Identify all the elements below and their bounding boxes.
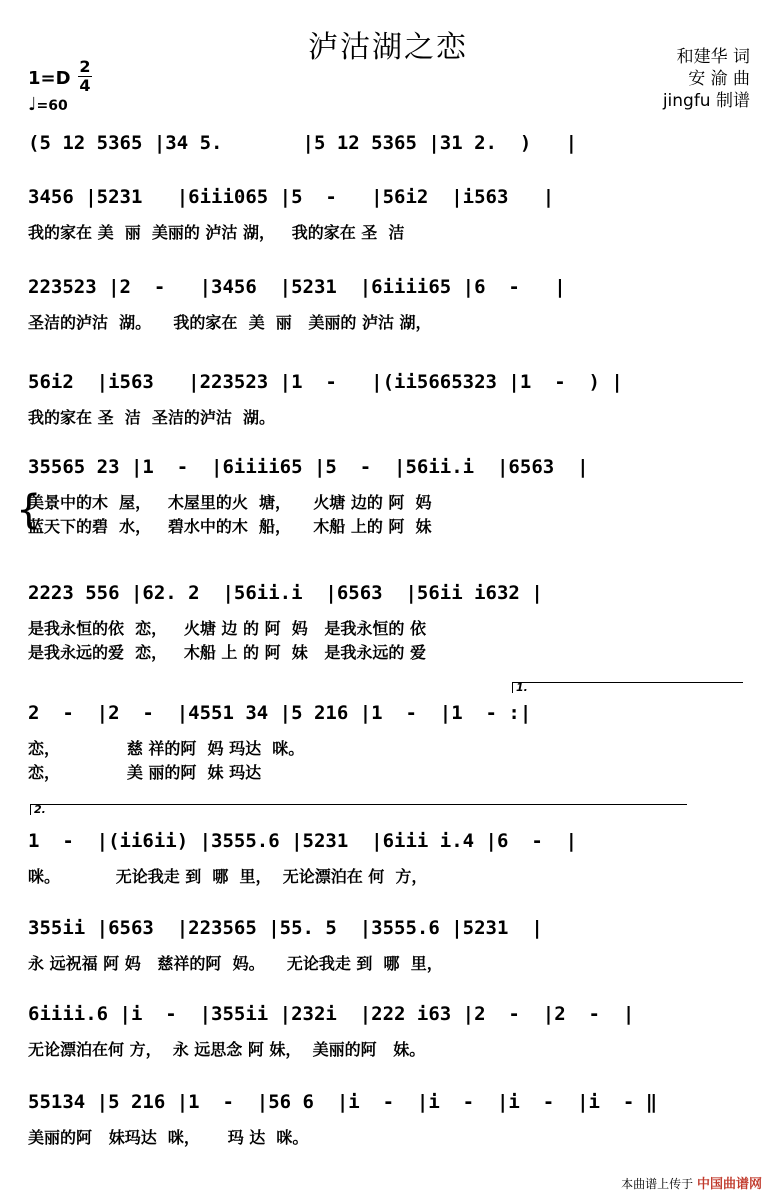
first-ending-bracket (512, 682, 743, 693)
notation-line: 355ii |6563 |223565 |55. 5 |3555.6 |5231 | (28, 917, 543, 939)
notation-line: 55134 |5 216 |1 - |56 6 |i - |i - |i - |i - ‖ (28, 1091, 658, 1113)
time-signature (78, 58, 92, 95)
notation-line: (5 12 5365 |34 5. |5 12 5365 |31 2. ) | (28, 132, 578, 154)
site-logo: 中国曲谱网 (696, 1177, 762, 1192)
lyric-line: 圣洁的泸沽 湖。 我的家在 美 丽 美丽的 泸沽 湖， (28, 313, 432, 332)
footer (621, 1173, 762, 1192)
second-ending-label: 2. (34, 803, 46, 816)
notation-line: 223523 |2 - |3456 |5231 |6iiii65 |6 - | (28, 276, 566, 298)
time-signature-top: 2 (79, 57, 91, 76)
engraver-credit: jingfu 制谱 (662, 91, 750, 111)
lyric-line: 是我永恒的依 恋， 火塘 边 的 阿 妈 是我永恒的 依 (28, 619, 426, 638)
notation-line: 1 - |(ii6ii) |3555.6 |5231 |6iii i.4 |6 - | (28, 830, 578, 852)
composer-credit: 安 渝 曲 (688, 69, 750, 89)
lyric-line: 无论漂泊在何 方， 永 远思念 阿 妹， 美丽的阿 妹。 (28, 1040, 426, 1059)
notation-line: 6iiii.6 |i - |355ii |232i |222 i63 |2 - |2 - | (28, 1003, 635, 1025)
credits (610, 46, 750, 112)
lyric-line: 是我永远的爱 恋， 木船 上 的 阿 妹 是我永远的 爱 (28, 643, 426, 662)
lyric-line: 蓝天下的碧 水， 碧水中的木 船， 木船 上的 阿 妹 (28, 517, 432, 536)
lyric-line: 美景中的木 屋， 木屋里的火 塘， 火塘 边的 阿 妈 (28, 493, 432, 512)
tempo-marking (28, 94, 68, 115)
first-ending-label: 1. (516, 681, 528, 694)
notation-line: 2223 556 |62. 2 |56ii.i |6563 |56ii i632 | (28, 582, 543, 604)
song-title: 泸沽湖之恋 (308, 30, 468, 65)
footer-text: 本曲谱上传于 (621, 1177, 694, 1191)
notation-line: 56i2 |i563 |223523 |1 - |(ii5665323 |1 - ) | (28, 371, 623, 393)
notation-line: 35565 23 |1 - |6iiii65 |5 - |56ii.i |6563 | (28, 456, 589, 478)
tempo-value: =60 (36, 98, 68, 114)
lyric-line: 美丽的阿 妹玛达 咪， 玛 达 咪。 (28, 1128, 309, 1147)
notation-line: 3456 |5231 |6iii065 |5 - |56i2 |i563 | (28, 186, 555, 208)
key-signature: 1=D (28, 68, 71, 89)
second-ending-bracket (30, 804, 687, 815)
lyric-line: 恋， 慈 祥的阿 妈 玛达 咪。 (28, 739, 305, 758)
quarter-note-icon: ♩ (28, 94, 37, 115)
lyric-line: 咪。 无论我走 到 哪 里， 无论漂泊在 何 方， (28, 867, 428, 886)
lyric-line: 恋， 美 丽的阿 妹 玛达 (28, 763, 262, 782)
lyric-line: 我的家在 美 丽 美丽的 泸沽 湖， 我的家在 圣 洁 (28, 223, 405, 242)
lyric-line: 永 远祝福 阿 妈 慈祥的阿 妈。 无论我走 到 哪 里， (28, 954, 443, 973)
lyric-line: 我的家在 圣 洁 圣洁的泸沽 湖。 (28, 408, 275, 427)
lyricist-credit: 和建华 词 (676, 47, 750, 67)
verse-brace: { (16, 487, 42, 533)
notation-line: 2 - |2 - |4551 34 |5 216 |1 - |1 - :| (28, 702, 532, 724)
time-signature-bottom: 4 (79, 76, 91, 95)
